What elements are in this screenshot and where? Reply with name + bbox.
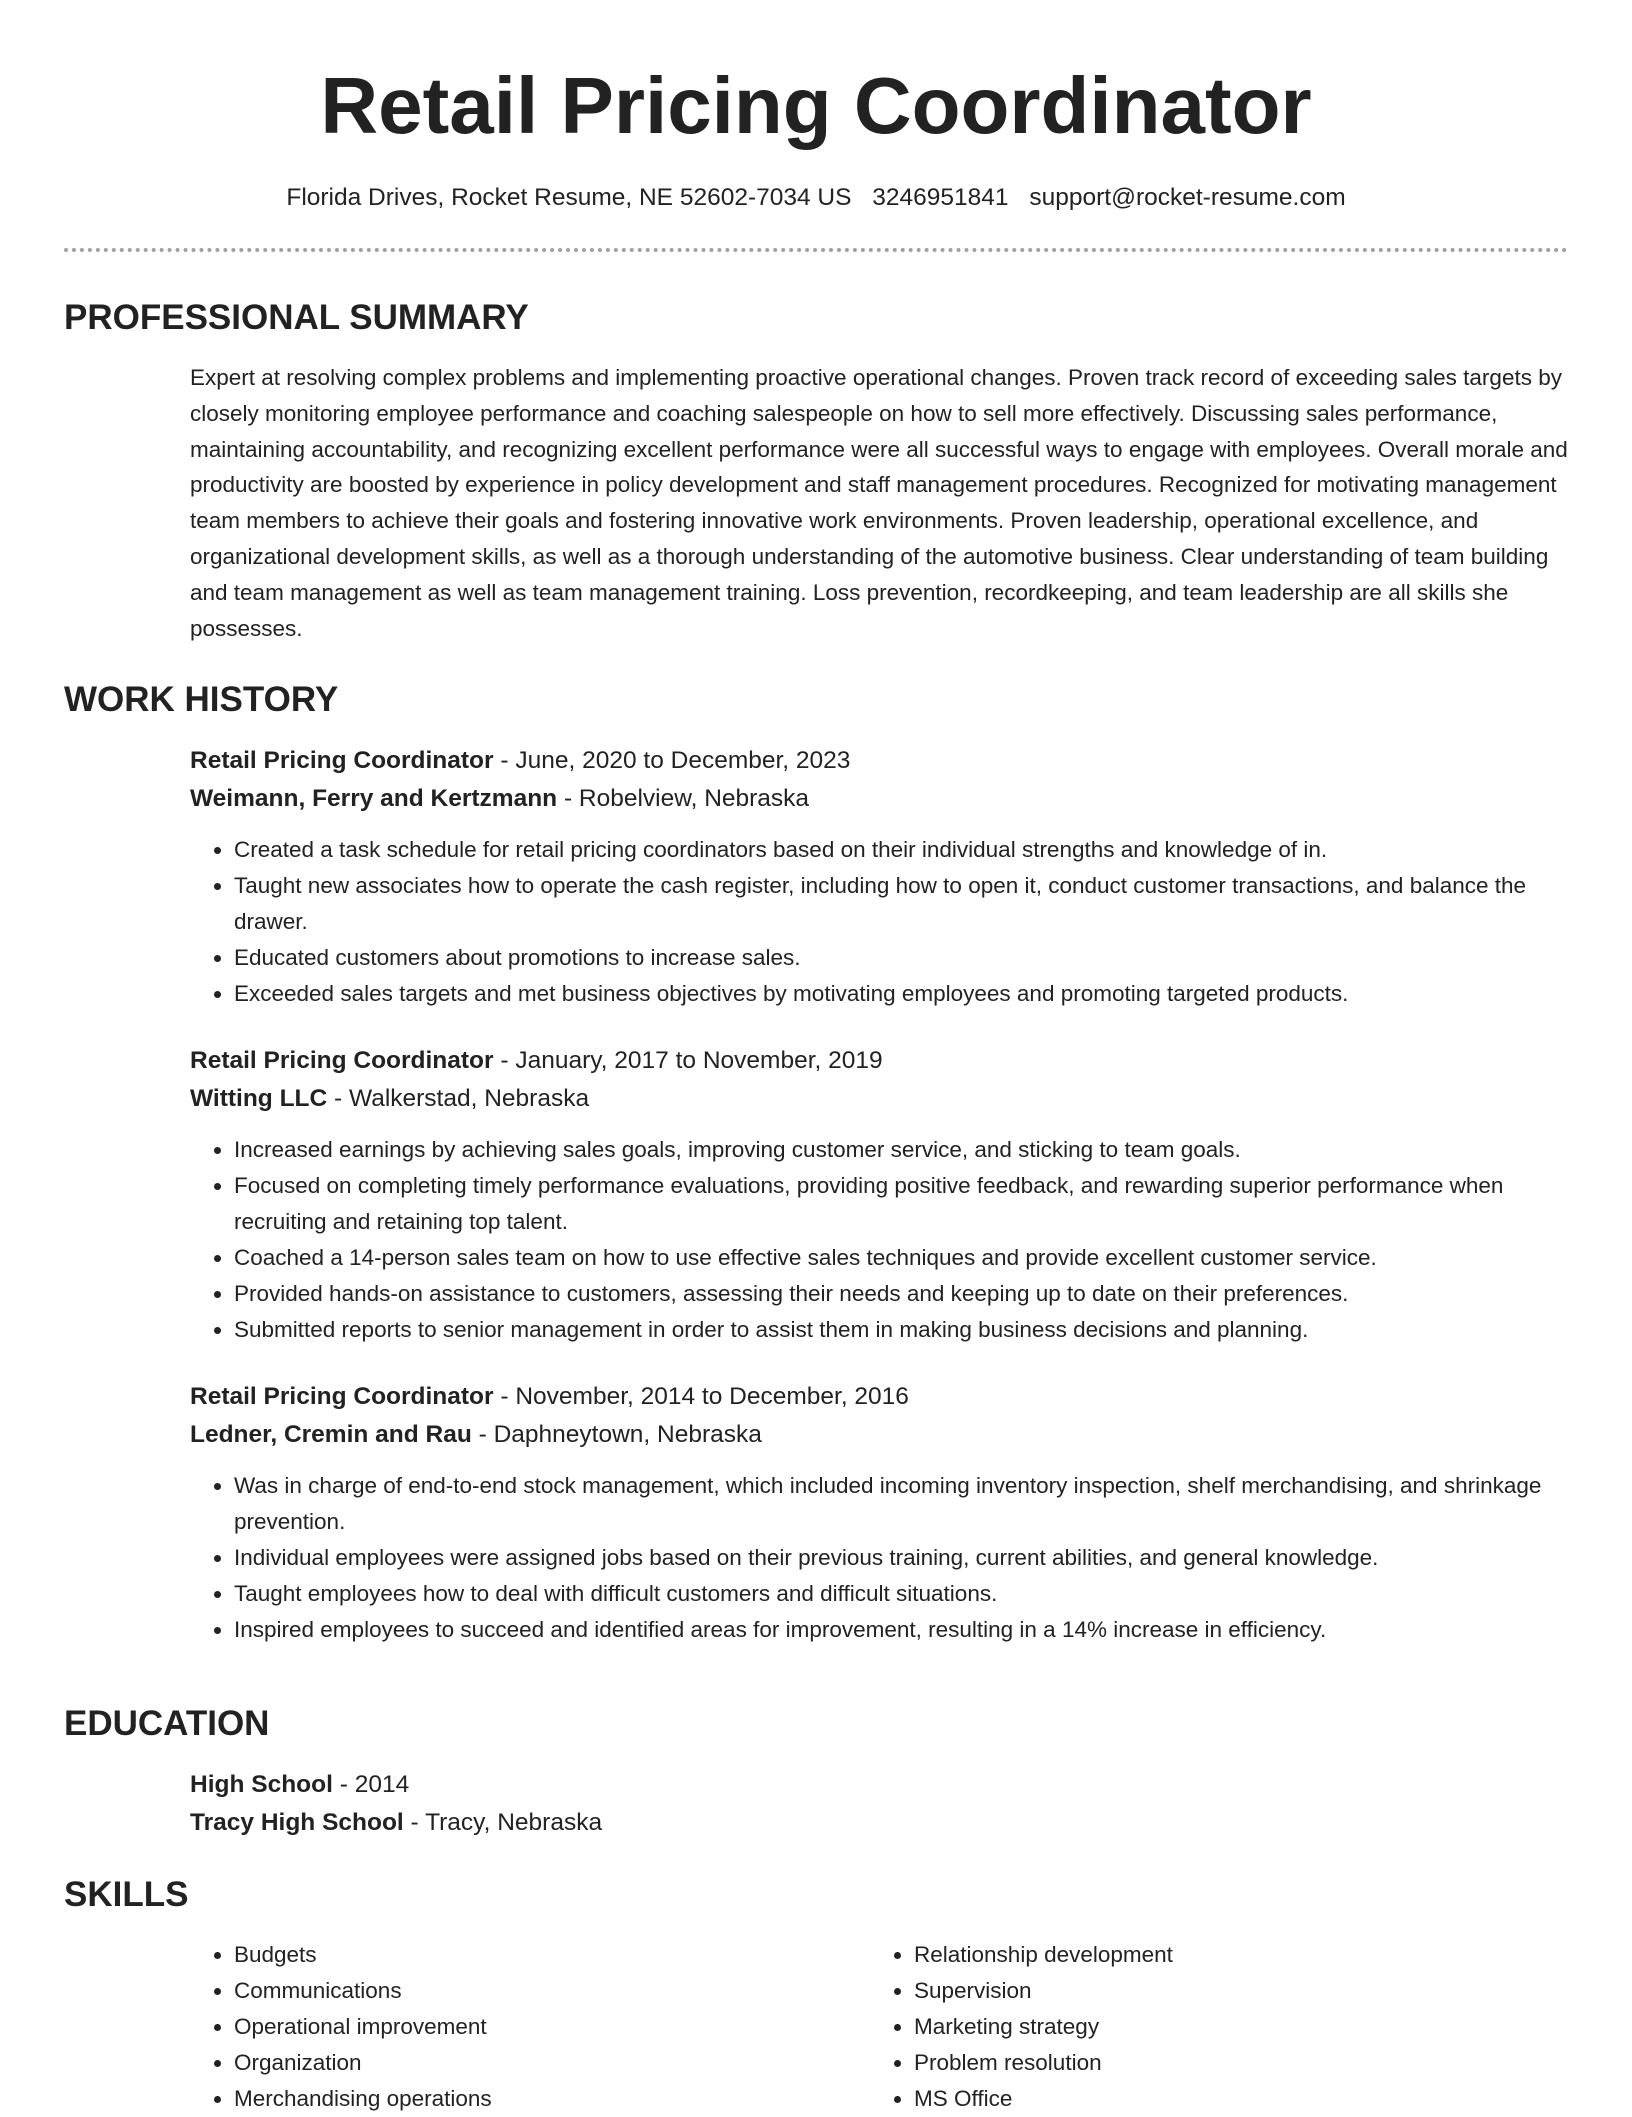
skills-column-right [870, 1937, 1550, 2117]
job-title-line [190, 1378, 1568, 1416]
job-role: Retail Pricing Coordinator [190, 1383, 494, 1410]
list-item: • Submitted reports to senior management in order to assist them in making business decisions and planning. [234, 1312, 1568, 1348]
job-bullets [190, 832, 1568, 1012]
job-company: Witting LLC [190, 1085, 328, 1112]
list-item: • Problem resolution [914, 2045, 1550, 2081]
resume-header [64, 60, 1568, 252]
job-title-line [190, 742, 1568, 780]
list-item: • Merchandising operations [234, 2081, 870, 2117]
job-entry [190, 742, 1568, 1012]
skills-grid [190, 1937, 1568, 2117]
job-bullets [190, 1132, 1568, 1348]
skills-column-left [190, 1937, 870, 2117]
list-item: • Was in charge of end-to-end stock management, which included incoming inventory inspection, shelf merchandising, and shrinkage prevention. [234, 1468, 1568, 1540]
work-history-section [64, 678, 1568, 1648]
job-company-line [190, 780, 1568, 818]
list-item: • Educated customers about promotions to increase sales. [234, 940, 1568, 976]
job-dates: - January, 2017 to November, 2019 [493, 1047, 883, 1074]
job-location: - Robelview, Nebraska [557, 785, 810, 812]
job-role: Retail Pricing Coordinator [190, 1047, 494, 1074]
education-location: - Tracy, Nebraska [403, 1809, 603, 1836]
page-title: Retail Pricing Coordinator [320, 61, 1312, 150]
skills-heading: SKILLS [64, 1875, 189, 1914]
education-degree: High School [190, 1771, 333, 1798]
job-dates: - November, 2014 to December, 2016 [493, 1383, 909, 1410]
skills-list-left [190, 1937, 870, 2117]
job-entry [190, 1042, 1568, 1348]
list-item: • Marketing strategy [914, 2009, 1550, 2045]
skills-section [64, 1873, 1568, 2117]
education-year: - 2014 [332, 1771, 410, 1798]
list-item: • Supervision [914, 1973, 1550, 2009]
list-item: • Increased earnings by achieving sales goals, improving customer service, and sticking to team goals. [234, 1132, 1568, 1168]
job-title-line [190, 1042, 1568, 1080]
list-item: • Individual employees were assigned jobs based on their previous training, current abilities, and general knowledge. [234, 1540, 1568, 1576]
list-item: • Exceeded sales targets and met business objectives by motivating employees and promoting targeted products. [234, 976, 1568, 1012]
address: Florida Drives, Rocket Resume, NE 52602-7034 US [286, 184, 852, 211]
summary-section [64, 296, 1568, 646]
job-company-line [190, 1080, 1568, 1118]
job-dates: - June, 2020 to December, 2023 [493, 747, 851, 774]
education-degree-line [190, 1766, 1568, 1804]
list-item: • Taught new associates how to operate the cash register, including how to open it, conduct customer transactions, and balance the drawer. [234, 868, 1568, 940]
email: support@rocket-resume.com [1029, 184, 1346, 211]
job-company-line [190, 1416, 1568, 1454]
header-divider [64, 248, 1568, 252]
list-item: • Budgets [234, 1937, 870, 1973]
job-location: - Walkerstad, Nebraska [327, 1085, 590, 1112]
job-role: Retail Pricing Coordinator [190, 747, 494, 774]
list-item: • Created a task schedule for retail pricing coordinators based on their individual strengths and knowledge of in. [234, 832, 1568, 868]
education-section [64, 1702, 1568, 1842]
education-school: Tracy High School [190, 1809, 404, 1836]
job-company: Weimann, Ferry and Kertzmann [190, 785, 558, 812]
contact-line [64, 182, 1568, 214]
job-bullets [190, 1468, 1568, 1648]
list-item: • Focused on completing timely performance evaluations, providing positive feedback, and rewarding superior performance when recruiting and retaining top talent. [234, 1168, 1568, 1240]
phone: 3246951841 [872, 184, 1009, 211]
list-item: • Organization [234, 2045, 870, 2081]
summary-text: Expert at resolving complex problems and implementing proactive operational changes. Proven track record of exceeding sales targets by closely monitoring employee performance and coaching salespeople on how to sell more effectively. Discussing sales performance, maintaining accountability, and recognizing excellent performance were all successful ways to engage with employees. Overall morale and productivity are boosted by experience in policy development and staff management procedures. Recognized for motivating management team members to achieve their goals and fostering innovative work environments. Proven leadership, operational excellence, and organizational development skills, as well as a thorough understanding of the automotive business. Clear understanding of team building and team management as well as team management training. Loss prevention, recordkeeping, and team leadership are all skills she possesses. [190, 365, 1568, 641]
work-history-heading: WORK HISTORY [64, 680, 339, 719]
summary-heading: PROFESSIONAL SUMMARY [64, 298, 529, 337]
list-item: • Taught employees how to deal with difficult customers and difficult situations. [234, 1576, 1568, 1612]
list-item: • Communications [234, 1973, 870, 2009]
job-location: - Daphneytown, Nebraska [471, 1421, 762, 1448]
list-item: • Inspired employees to succeed and identified areas for improvement, resulting in a 14% increase in efficiency. [234, 1612, 1568, 1648]
list-item: • Provided hands-on assistance to customers, assessing their needs and keeping up to date on their preferences. [234, 1276, 1568, 1312]
list-item: • MS Office [914, 2081, 1550, 2117]
list-item: • Operational improvement [234, 2009, 870, 2045]
education-entry [190, 1766, 1568, 1842]
list-item: • Relationship development [914, 1937, 1550, 1973]
skills-list-right [870, 1937, 1550, 2117]
job-company: Ledner, Cremin and Rau [190, 1421, 472, 1448]
education-heading: EDUCATION [64, 1704, 270, 1743]
education-school-line [190, 1804, 1568, 1842]
list-item: • Coached a 14-person sales team on how to use effective sales techniques and provide excellent customer service. [234, 1240, 1568, 1276]
job-entry [190, 1378, 1568, 1648]
